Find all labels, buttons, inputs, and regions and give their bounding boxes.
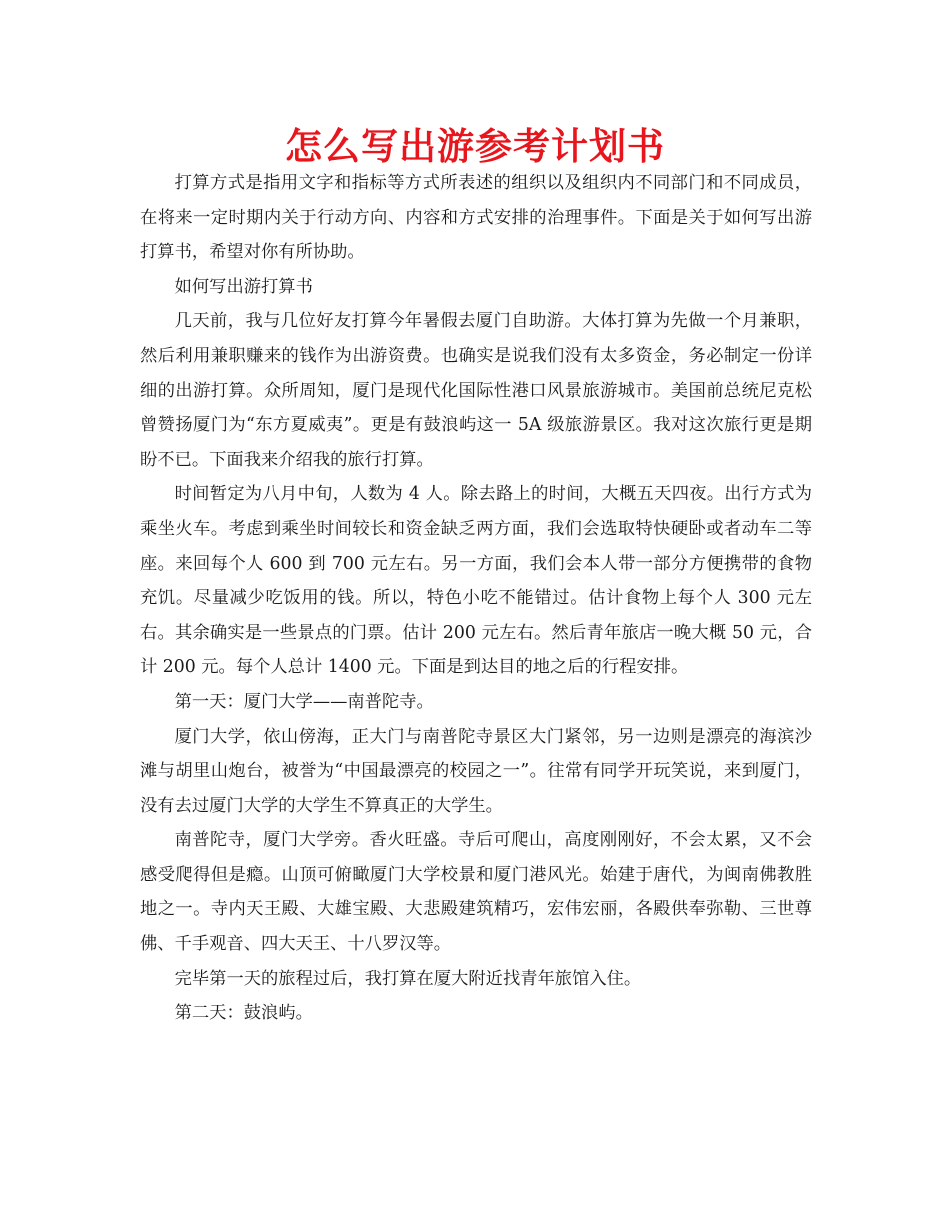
paragraph-xiamen-university: 厦门大学，依山傍海，正大门与南普陀寺景区大门紧邻，另一边则是漂亮的海滨沙滩与胡里山炮台，被誉为“中国最漂亮的校园之一”。往常有同学开玩笑说，来到厦门，没有去过厦门大学的大学生不算真正的大学生。 <box>140 726 812 816</box>
paragraph-day-one: 第一天：厦门大学——南普陀寺。 <box>174 691 434 712</box>
document-title: 怎么写出游参考计划书 <box>285 125 665 168</box>
document-body <box>140 166 812 1031</box>
paragraph-day-two: 第二天：鼓浪屿。 <box>174 1003 313 1024</box>
paragraph-background: 几天前，我与几位好友打算今年暑假去厦门自助游。大体打算为先做一个月兼职，然后利用兼职赚来的钱作为出游资费。也确实是说我们没有太多资金，务必制定一份详细的出游打算。众所周知，厦门是现代化国际性港口风景旅游城市。美国前总统尼克松曾赞扬厦门为“东方夏威夷”。更是有鼓浪屿这一 5A 级旅游景区。我对这次旅行更是期盼不已。下面我来介绍我的旅行打算。 <box>140 311 812 470</box>
paragraph-intro: 打算方式是指用文字和指标等方式所表述的组织以及组织内不同部门和不同成员，在将来一定时期内关于行动方向、内容和方式安排的治理事件。下面是关于如何写出游打算书，希望对你有所协助。 <box>140 173 812 263</box>
paragraph-day-one-lodging: 完毕第一天的旅程过后，我打算在厦大附近找青年旅馆入住。 <box>174 968 642 989</box>
paragraph-heading: 如何写出游打算书 <box>174 276 313 297</box>
paragraph-budget: 时间暂定为八月中旬，人数为 4 人。除去路上的时间，大概五天四夜。出行方式为乘坐火车。考虑到乘坐时间较长和资金缺乏两方面，我们会选取特快硬卧或者动车二等座。来回每个人 600 到 700 元左右。另一方面，我们会本人带一部分方便携带的食物充饥。尽量减少吃饭用的钱。所以，特色小吃不能错过。估计食物上每个人 300 元左右。其余确实是一些景点的门票。估计 200 元左右。然后青年旅店一晚大概 50 元，合计 200 元。每个人总计 1400 元。下面是到达目的地之后的行程安排。 <box>140 484 812 678</box>
paragraph-nanputuo-temple: 南普陀寺，厦门大学旁。香火旺盛。寺后可爬山，高度刚刚好，不会太累，又不会感受爬得但是瘾。山顶可俯瞰厦门大学校景和厦门港风光。始建于唐代，为闽南佛教胜地之一。寺内天王殿、大雄宝殿、大悲殿建筑精巧，宏伟宏丽，各殿供奉弥勒、三世尊佛、千手观音、四大天王、十八罗汉等。 <box>140 830 812 955</box>
